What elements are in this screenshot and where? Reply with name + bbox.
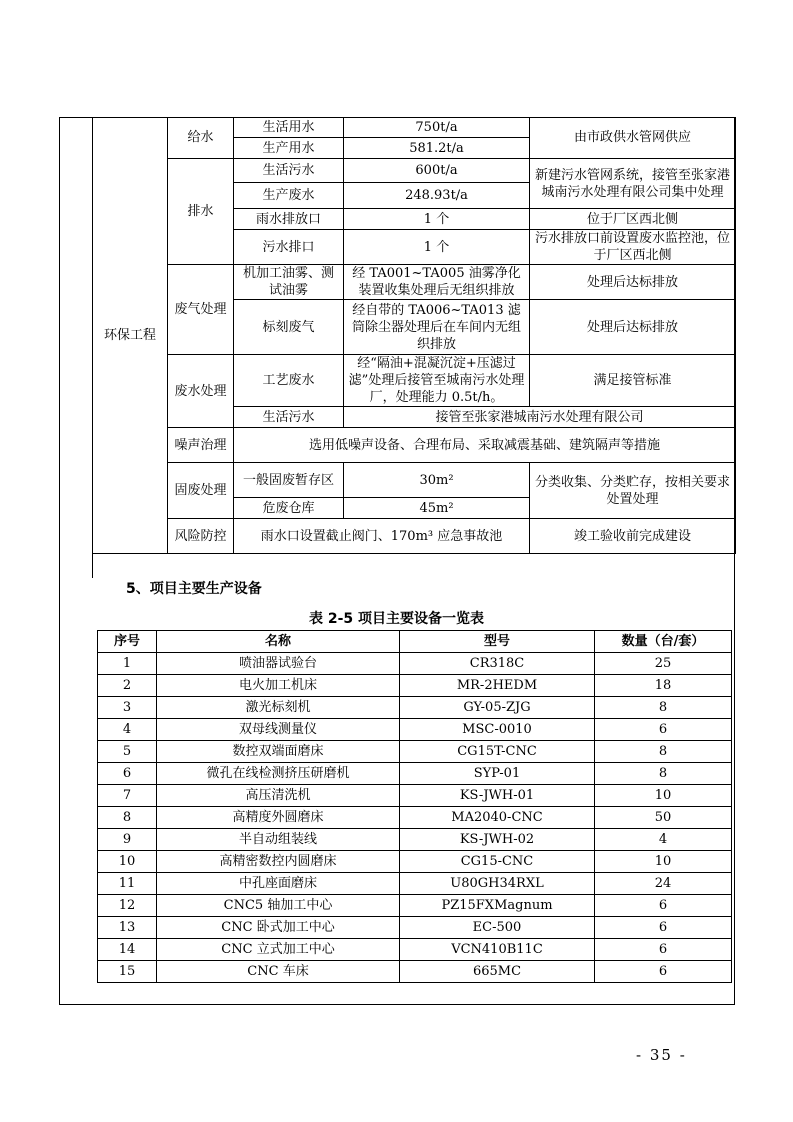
table-cell: 半自动组装线 [157,829,400,851]
table-cell: 7 [98,785,157,807]
table-cell: 高压清洗机 [157,785,400,807]
table-cell: 高精密数控内圆磨床 [157,851,400,873]
table-cell: 248.93t/a [344,183,530,209]
equipment-table-body [98,653,732,983]
table-cell: CG15-CNC [400,851,595,873]
table-row [98,763,732,785]
table-cell: 生产用水 [234,138,344,159]
table-cell: 雨水口设置截止阀门、170m³ 应急事故池 [234,519,530,554]
table-row [93,265,736,300]
table-cell: 50 [595,807,732,829]
table-cell: 污水排放口前设置废水监控池，位于厂区西北侧 [530,230,736,265]
table-row [98,829,732,851]
table-cell: 微孔在线检测挤压研磨机 [157,763,400,785]
table-cell: 4 [595,829,732,851]
table-cell: 8 [595,697,732,719]
table-cell: 中孔座面磨床 [157,873,400,895]
table-cell: 10 [595,785,732,807]
table-cell: CNC 立式加工中心 [157,939,400,961]
table-cell: KS-JWH-01 [400,785,595,807]
table-row [93,428,736,463]
table-row [93,463,736,498]
column-header: 序号 [98,631,157,653]
table-cell: 6 [595,895,732,917]
table-cell: 接管至张家港城南污水处理有限公司 [344,407,736,428]
table-cell: 生活污水 [234,159,344,183]
table-cell: 生产废水 [234,183,344,209]
table-cell: 13 [98,917,157,939]
table-cell: 6 [595,719,732,741]
table-row [98,961,732,983]
table-row [98,697,732,719]
table-row [98,719,732,741]
table-row [93,117,736,138]
table-cell: 18 [595,675,732,697]
table-cell: 由市政供水管网供应 [530,117,736,159]
table-cell: 激光标刻机 [157,697,400,719]
environment-engineering-table [92,117,736,554]
table-cell: 11 [98,873,157,895]
table-cell: U80GH34RXL [400,873,595,895]
table-row [98,917,732,939]
table-cell: CNC5 轴加工中心 [157,895,400,917]
table-cell: 经“隔油+混凝沉淀+压滤过滤”处理后接管至城南污水处理厂，处理能力 0.5t/h。 [344,355,530,407]
table-cell: 经 TA001~TA005 油雾净化装置收集处理后无组织排放 [344,265,530,300]
table-cell: 24 [595,873,732,895]
table-cell: 喷油器试验台 [157,653,400,675]
table-cell: 10 [595,851,732,873]
table-cell: 45m² [344,498,530,519]
table-cell: 满足接管标准 [530,355,736,407]
table-cell: 处理后达标排放 [530,300,736,355]
table-cell: MR-2HEDM [400,675,595,697]
equipment-table [97,630,732,983]
table-cell: 2 [98,675,157,697]
table-row [93,159,736,183]
table-cell: 高精度外圆磨床 [157,807,400,829]
table-cell: 雨水排放口 [234,209,344,230]
table-caption: 表 2-5 项目主要设备一览表 [308,611,485,627]
table-cell: 工艺废水 [234,355,344,407]
risk-label: 风险防控 [168,519,234,554]
table-cell: 机加工油雾、测试油雾 [234,265,344,300]
column-header: 名称 [157,631,400,653]
table-cell: KS-JWH-02 [400,829,595,851]
table-cell: 14 [98,939,157,961]
solid-waste-label: 固废处理 [168,463,234,519]
table-row [98,653,732,675]
table-cell: 10 [98,851,157,873]
table-cell: 600t/a [344,159,530,183]
table-header-row [98,631,732,653]
table-cell: 处理后达标排放 [530,265,736,300]
table-cell: VCN410B11C [400,939,595,961]
noise-label: 噪声治理 [168,428,234,463]
drainage-label: 排水 [168,159,234,265]
table-cell: MSC-0010 [400,719,595,741]
table-cell: 新建污水管网系统，接管至张家港城南污水处理有限公司集中处理 [530,159,736,209]
table-cell: 分类收集、分类贮存，按相关要求处置处理 [530,463,736,519]
table-cell: 15 [98,961,157,983]
table-cell: 8 [98,807,157,829]
table-cell: 3 [98,697,157,719]
table-cell: 标刻废气 [234,300,344,355]
table-cell: 电火加工机床 [157,675,400,697]
table-cell: MA2040-CNC [400,807,595,829]
table-row [98,741,732,763]
table-cell: 5 [98,741,157,763]
table-cell: 1 [98,653,157,675]
table-cell: 665MC [400,961,595,983]
table-cell: CNC 卧式加工中心 [157,917,400,939]
table-cell: 数控双端面磨床 [157,741,400,763]
waste-gas-label: 废气处理 [168,265,234,355]
table-cell: 6 [595,961,732,983]
section-heading: 5、项目主要生产设备 [126,581,262,597]
page-number: - 35 - [636,1046,687,1064]
table-row [98,873,732,895]
table-cell: 选用低噪声设备、合理布局、采取减震基础、建筑隔声等措施 [234,428,736,463]
table-cell: 9 [98,829,157,851]
table-row [98,939,732,961]
table-cell: 位于厂区西北侧 [530,209,736,230]
table-cell: 双母线测量仪 [157,719,400,741]
table-cell: 25 [595,653,732,675]
column-header: 数量（台/套） [595,631,732,653]
table-cell: CR318C [400,653,595,675]
table-row [98,851,732,873]
table-cell: 8 [595,741,732,763]
table-cell: 竣工验收前完成建设 [530,519,736,554]
column-header: 型号 [400,631,595,653]
table-cell: 6 [595,917,732,939]
table-cell: 经自带的 TA006~TA013 滤筒除尘器处理后在车间内无组织排放 [344,300,530,355]
table-row [98,785,732,807]
table-cell: 12 [98,895,157,917]
table-row [93,355,736,407]
table-cell: 4 [98,719,157,741]
table-cell: 1 个 [344,209,530,230]
table-cell: 危废仓库 [234,498,344,519]
table-cell: 生活用水 [234,117,344,138]
table-cell: 581.2t/a [344,138,530,159]
table-cell: PZ15FXMagnum [400,895,595,917]
table-cell: 生活污水 [234,407,344,428]
table-cell: SYP-01 [400,763,595,785]
env-engineering-label: 环保工程 [93,117,168,554]
table-cell: CG15T-CNC [400,741,595,763]
table-cell: 污水排口 [234,230,344,265]
table-cell: EC-500 [400,917,595,939]
table-row [98,675,732,697]
water-supply-label: 给水 [168,117,234,159]
table-cell: CNC 车床 [157,961,400,983]
table-row [93,519,736,554]
table-cell: 6 [595,939,732,961]
table-cell: 1 个 [344,230,530,265]
table-cell: 8 [595,763,732,785]
table-cell: 一般固废暂存区 [234,463,344,498]
table-row [98,895,732,917]
table-cell: 6 [98,763,157,785]
table-row [98,807,732,829]
table-cell: 750t/a [344,117,530,138]
waste-water-label: 废水处理 [168,355,234,428]
table-cell: GY-05-ZJG [400,697,595,719]
table-cell: 30m² [344,463,530,498]
